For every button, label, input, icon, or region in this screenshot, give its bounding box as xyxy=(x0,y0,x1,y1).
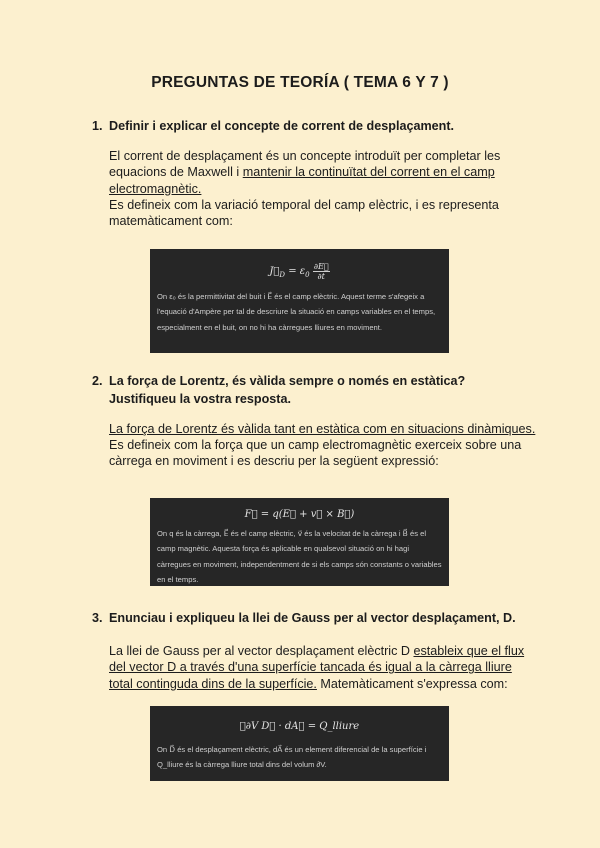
question-number: 2. xyxy=(92,374,103,388)
question-3 xyxy=(92,609,532,627)
answer-2-paragraph-2: Es defineix com la força que un camp electromagnètic exerceix sobre una càrrega en moviment i es descriu per la següent expressió: xyxy=(109,438,522,469)
answer-2-paragraph-1 xyxy=(109,421,539,437)
question-text: Enunciau i expliqueu la llei de Gauss per al vector desplaçament, D. xyxy=(109,611,516,625)
question-1 xyxy=(92,117,532,135)
formula-displacement-current: $J⃗_D = \varepsilon_0$ $\frac{\partial E⃗}{\partial t}$ xyxy=(269,262,329,281)
answer-1-paragraph-2: Es defineix com la variació temporal del camp elèctric, i es representa matemàticament com: xyxy=(109,198,499,229)
answer-underlined-text: estableix que el flux del vector D a través d'una superfície tancada és igual a la càrrega lliure total continguda dins de la superfície. xyxy=(109,644,525,691)
page-title: PREGUNTAS DE TEORÍA ( TEMA 6 Y 7 ) xyxy=(151,74,449,91)
answer-text: La llei de Gauss per al vector desplaçament elèctric D xyxy=(109,644,414,658)
formula-box-2 xyxy=(150,498,449,586)
answer-text-tail: Matemàticament s'expressa com: xyxy=(316,676,508,691)
question-number: 3. xyxy=(92,611,103,625)
formula-caption: On q és la càrrega, E⃗ és el camp elèctric, v⃗ és la velocitat de la càrrega i B⃗ és el camp magnètic. Aquesta força és aplicable en qualsevol situació on hi hagi càrregues en moviment, independentment de si els camps són constants o variables en el temps. xyxy=(157,529,442,584)
formula-box-3 xyxy=(150,706,449,781)
answer-underlined-text: mantenir la continuïtat del corrent en el camp electromagnètic. xyxy=(109,165,495,196)
question-text: Definir i explicar el concepte de corrent de desplaçament. xyxy=(109,119,455,133)
answer-3-paragraph-1 xyxy=(109,643,539,692)
formula-box-1 xyxy=(150,249,449,353)
answer-1-paragraph-1 xyxy=(109,148,539,197)
question-2 xyxy=(92,372,532,408)
question-text: La força de Lorentz, és vàlida sempre o només en estàtica? Justifiqueu la vostra resposta. xyxy=(109,374,466,406)
question-number: 1. xyxy=(92,119,103,133)
formula-caption: On D⃗ és el desplaçament elèctric, dA⃗ és un element diferencial de la superfície i Q_lliure és la càrrega lliure total dins del volum ∂V. xyxy=(157,745,427,770)
formula-gauss-law: ∮∂V D⃗ · dA⃗ = Q_lliure xyxy=(239,721,360,732)
fraction: $\frac{\partial E⃗}{\partial t}$ xyxy=(313,262,329,281)
answer-underlined-text: La força de Lorentz és vàlida tant en estàtica com en situacions dinàmiques. xyxy=(109,422,536,436)
answer-text: El corrent de desplaçament és un concepte introduït per completar les equacions de Maxwell i xyxy=(109,149,501,180)
formula-lorentz-force: F⃗ = q(E⃗ + v⃗ × B⃗) xyxy=(244,509,355,520)
formula-caption: On ε₀ és la permittivitat del buit i E⃗ és el camp elèctric. Aquest terme s'afegeix a l'equació d'Ampère per tal de descriure la situació en camps variables en el temps, especialment en el buit, on no hi ha càrregues lliures en moviment. xyxy=(157,292,436,332)
